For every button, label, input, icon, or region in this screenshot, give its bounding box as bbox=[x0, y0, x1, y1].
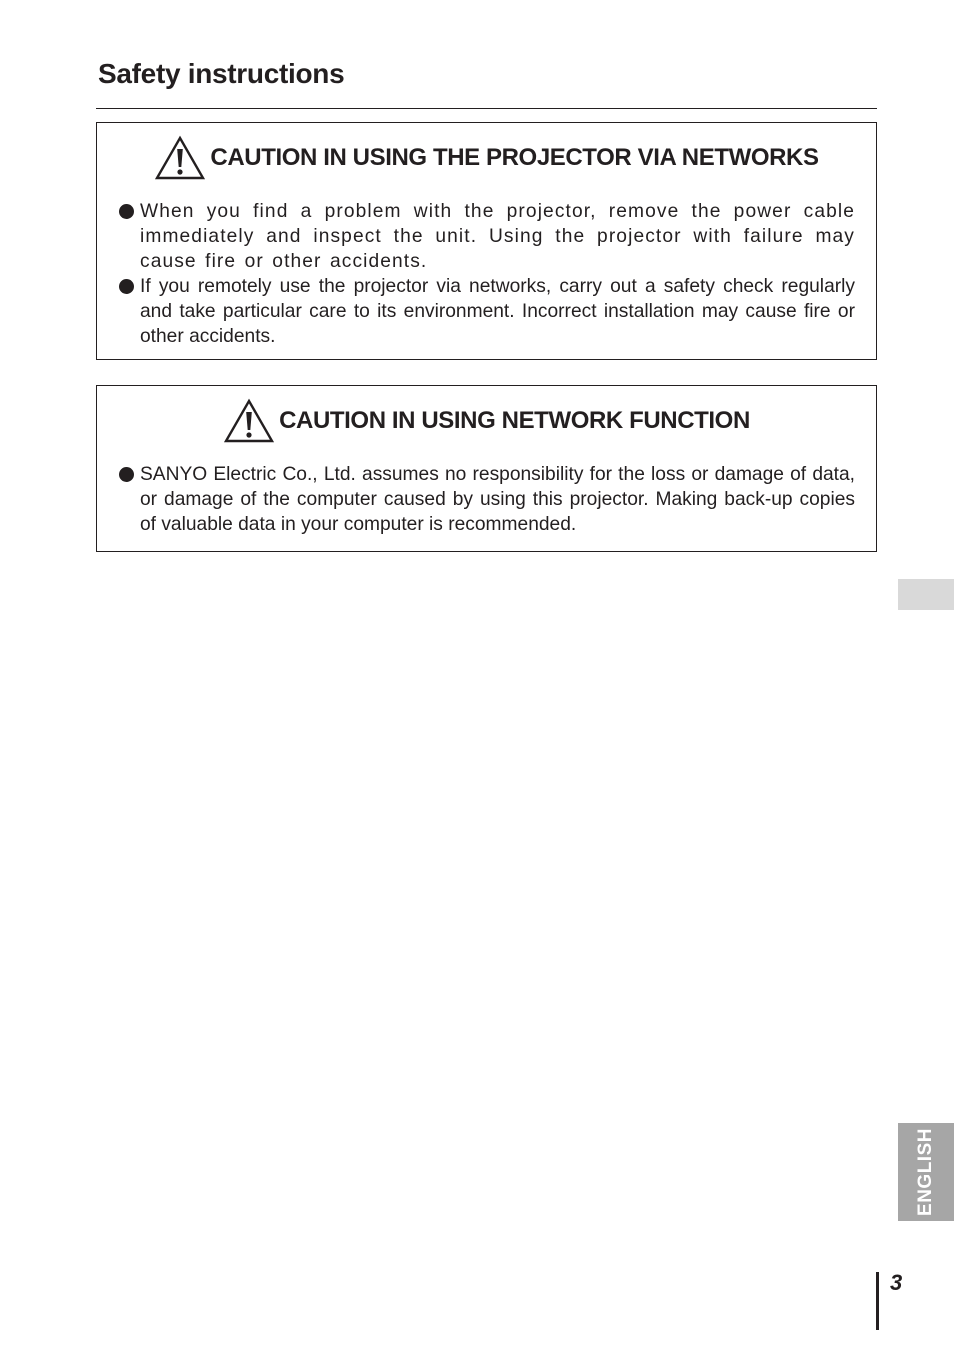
list-item-text: When you find a problem with the projector, remove the power cable immediately and inspect the unit. Using the projector with failure may cause fire or other accidents. bbox=[140, 201, 855, 272]
caution-list bbox=[119, 199, 855, 349]
caution-title: CAUTION IN USING THE PROJECTOR VIA NETWORKS bbox=[210, 144, 819, 171]
caution-title: CAUTION IN USING NETWORK FUNCTION bbox=[279, 407, 750, 434]
bullet-icon bbox=[119, 279, 134, 294]
list-item bbox=[119, 462, 855, 537]
list-item bbox=[119, 274, 855, 349]
side-tab-language bbox=[898, 1123, 954, 1221]
warning-triangle-icon bbox=[223, 398, 275, 444]
title-divider bbox=[96, 108, 877, 109]
side-tab-section-marker bbox=[898, 579, 954, 610]
caution-header bbox=[97, 135, 876, 181]
page-title: Safety instructions bbox=[98, 58, 345, 89]
caution-box-projector-networks bbox=[96, 122, 877, 360]
bullet-icon bbox=[119, 204, 134, 219]
page-number: 3 bbox=[890, 1270, 903, 1295]
side-tab-language-label: ENGLISH bbox=[915, 1128, 936, 1216]
caution-header bbox=[97, 398, 876, 444]
page-number-divider bbox=[876, 1272, 879, 1330]
caution-list bbox=[119, 462, 855, 537]
list-item bbox=[119, 199, 855, 274]
list-item-text: SANYO Electric Co., Ltd. assumes no responsibility for the loss or damage of data, or damage of the computer caused by using this projector. Making back-up copies of valuable data in your computer is recommended. bbox=[140, 464, 855, 535]
bullet-icon bbox=[119, 467, 134, 482]
warning-triangle-icon bbox=[154, 135, 206, 181]
caution-box-network-function bbox=[96, 385, 877, 552]
list-item-text: If you remotely use the projector via networks, carry out a safety check regularly and take particular care to its environment. Incorrect installation may cause fire or other accidents. bbox=[140, 276, 855, 347]
